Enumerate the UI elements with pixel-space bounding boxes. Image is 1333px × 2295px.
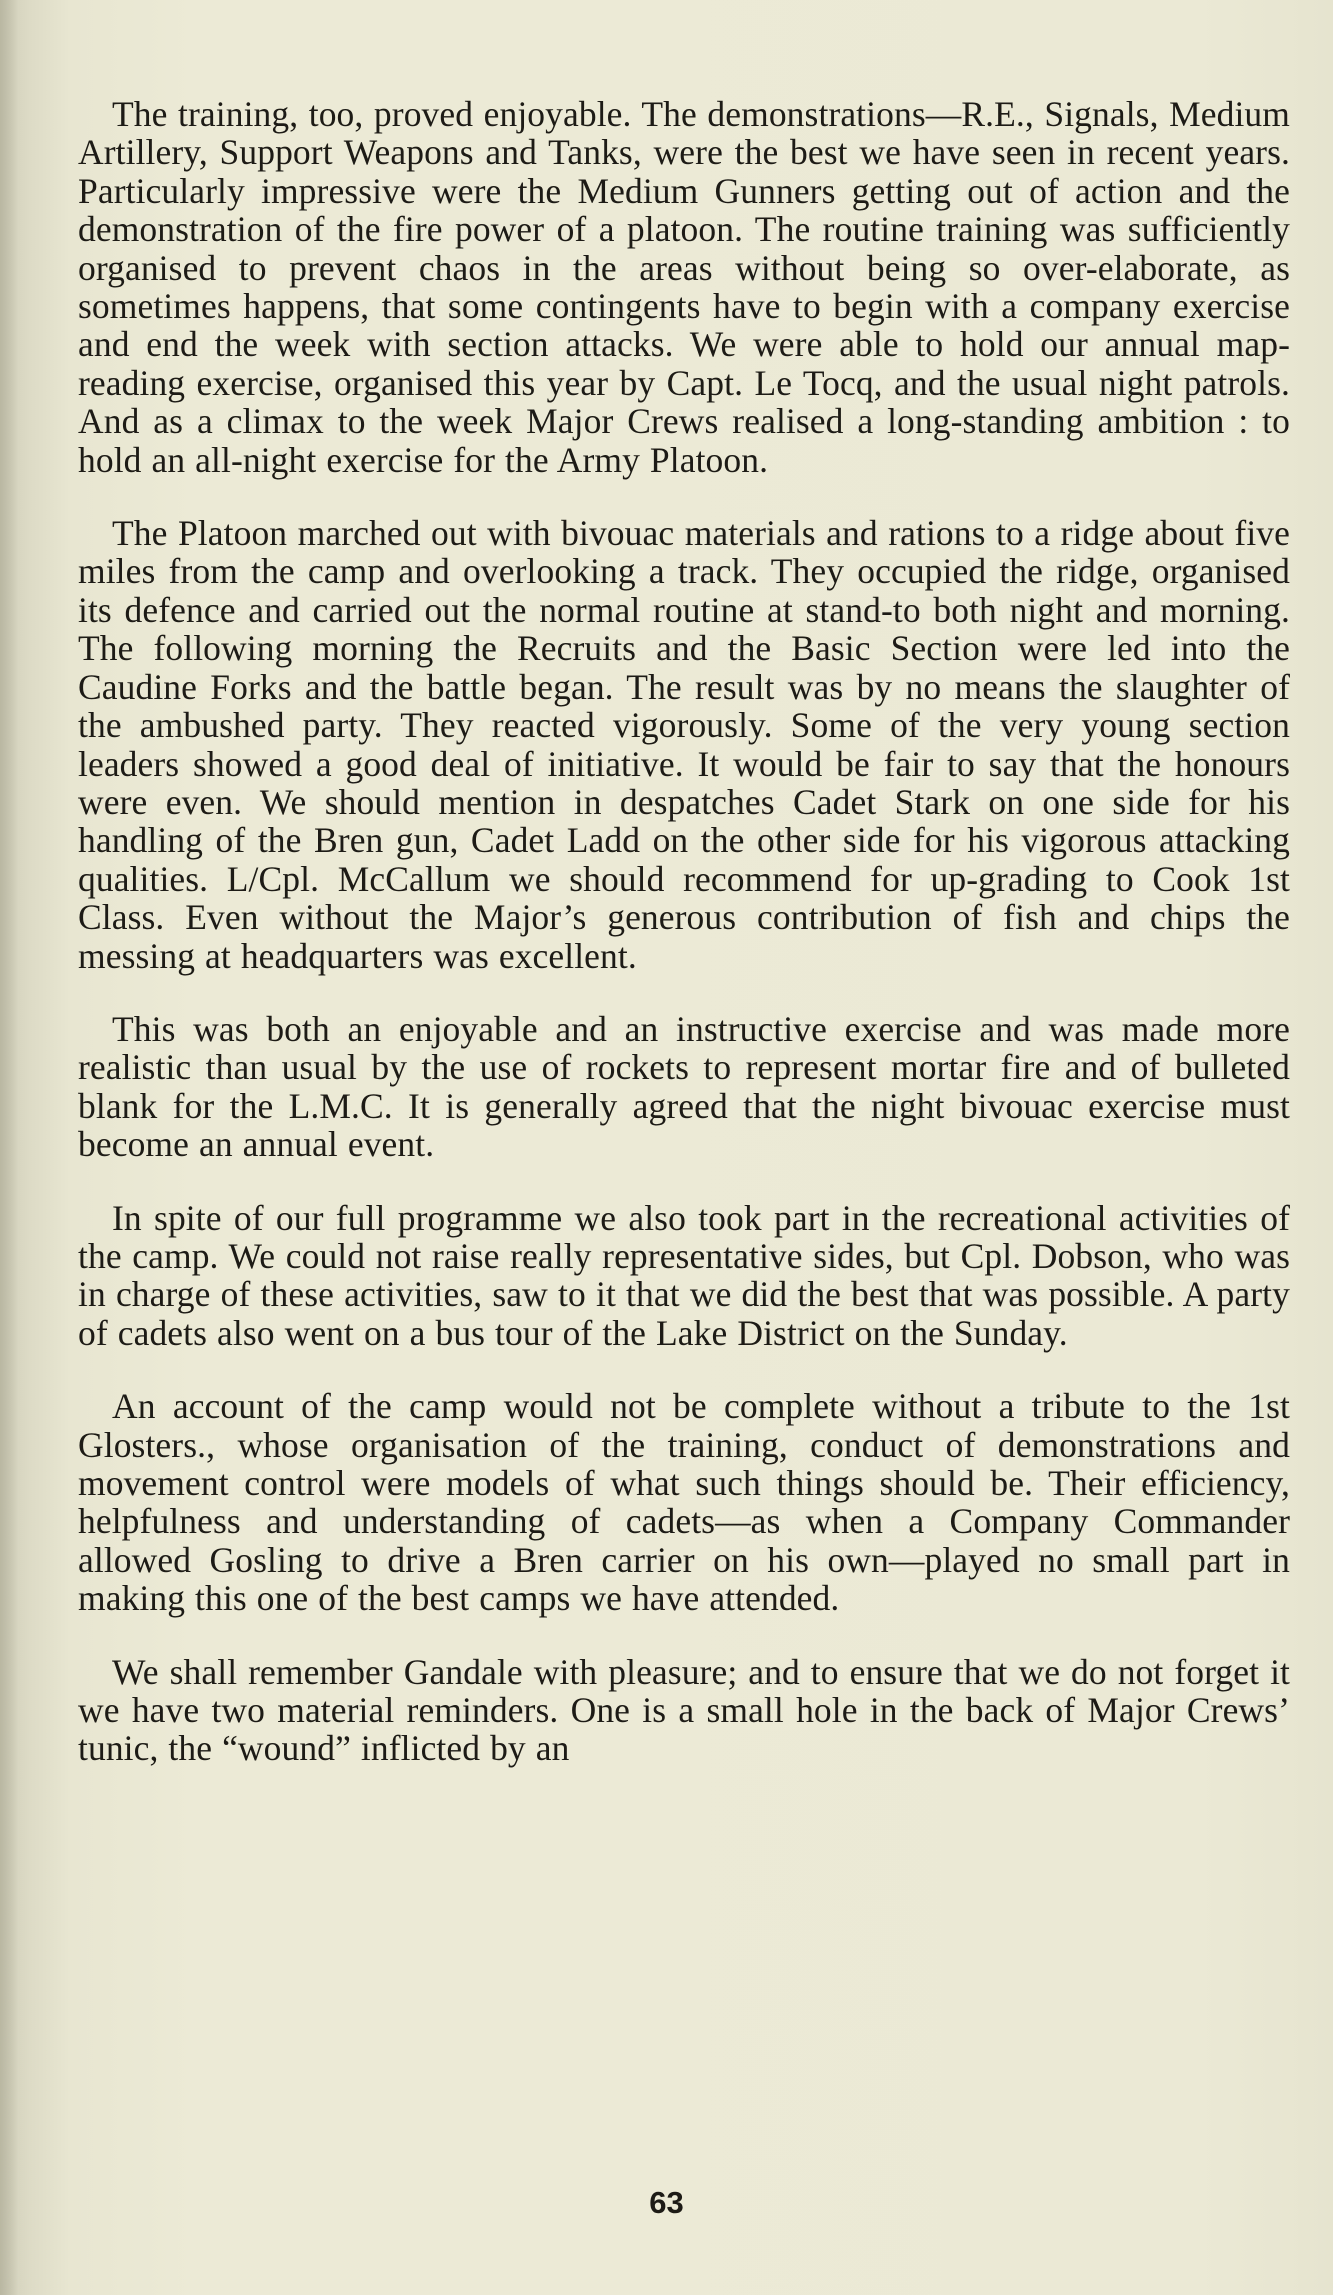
body-text <box>78 95 1290 1803</box>
paragraph-gandale: We shall remember Gandale with pleasure; and to ensure that we do not forget it we have two material reminders. One is a small hole in the back of Major Crews’ tunic, the “wound” inflicted by an <box>78 1651 1290 1769</box>
page-gutter-shadow <box>0 0 18 2295</box>
paragraph-platoon-exercise: The Platoon marched out with bivouac materials and rations to a ridge about five miles from the camp and overlooking a track. They occupied the ridge, organised its defence and carried out the normal routine at stand-to both night and morning. The following morning the Recruits and the Basic Section were led into the Caudine Forks and the battle began. The result was by no means the slaughter of the ambushed party. They reacted vigorously. Some of the very young section leaders showed a good deal of initiative. It would be fair to say that the honours were even. We should mention in despatches Cadet Stark on one side for his handling of the Bren gun, Cadet Ladd on the other side for his vigorous attacking qualities. L/Cpl. McCallum we should recommend for up-grading to Cook 1st Class. Even without the Major’s generous contribution of fish and chips the messing at headquarters was excellent. <box>78 513 1290 976</box>
paragraph-instructive-exercise: This was both an enjoyable and an instructive exercise and was made more realistic than usual by the use of rockets to represent mortar fire and of bulleted blank for the L.M.C. It is generally agreed that the night bivouac exercise must become an annual event. <box>78 1008 1290 1165</box>
paragraph-recreational-activities: In spite of our full programme we also took part in the recreational activities of the camp. We could not raise really representative sides, but Cpl. Dobson, who was in charge of these activities, saw to it that we did the best that was possible. A party of cadets also went on a bus tour of the Lake District on the Sunday. <box>78 1197 1290 1353</box>
paragraph-tribute-glosters: An account of the camp would not be complete without a tribute to the 1st Glosters., whose organisation of the training, conduct of demonstrations and movement control were models of what such things should be. Their efficiency, helpfulness and understanding of cadets—as when a Company Commander allowed Gosling to drive a Bren carrier on his own—played no small part in making this one of the best camps we have attended. <box>78 1386 1290 1619</box>
paragraph-training: The training, too, proved enjoyable. The demonstrations—R.E., Signals, Medium Artillery, Support Weapons and Tanks, were the best we have seen in recent years. Particularly impressive were the Medium Gunners getting out of action and the demonstration of the fire power of a platoon. The routine training was sufficiently organised to prevent chaos in the areas without being so over-elaborate, as sometimes happens, that some contingents have to begin with a company exercise and end the week with section attacks. We were able to hold our annual map-reading exercise, organised this year by Capt. Le Tocq, and the usual night patrols. And as a climax to the week Major Crews realised a long-standing ambition : to hold an all-night exercise for the Army Platoon. <box>78 94 1290 480</box>
page-number: 63 <box>649 2185 684 2220</box>
